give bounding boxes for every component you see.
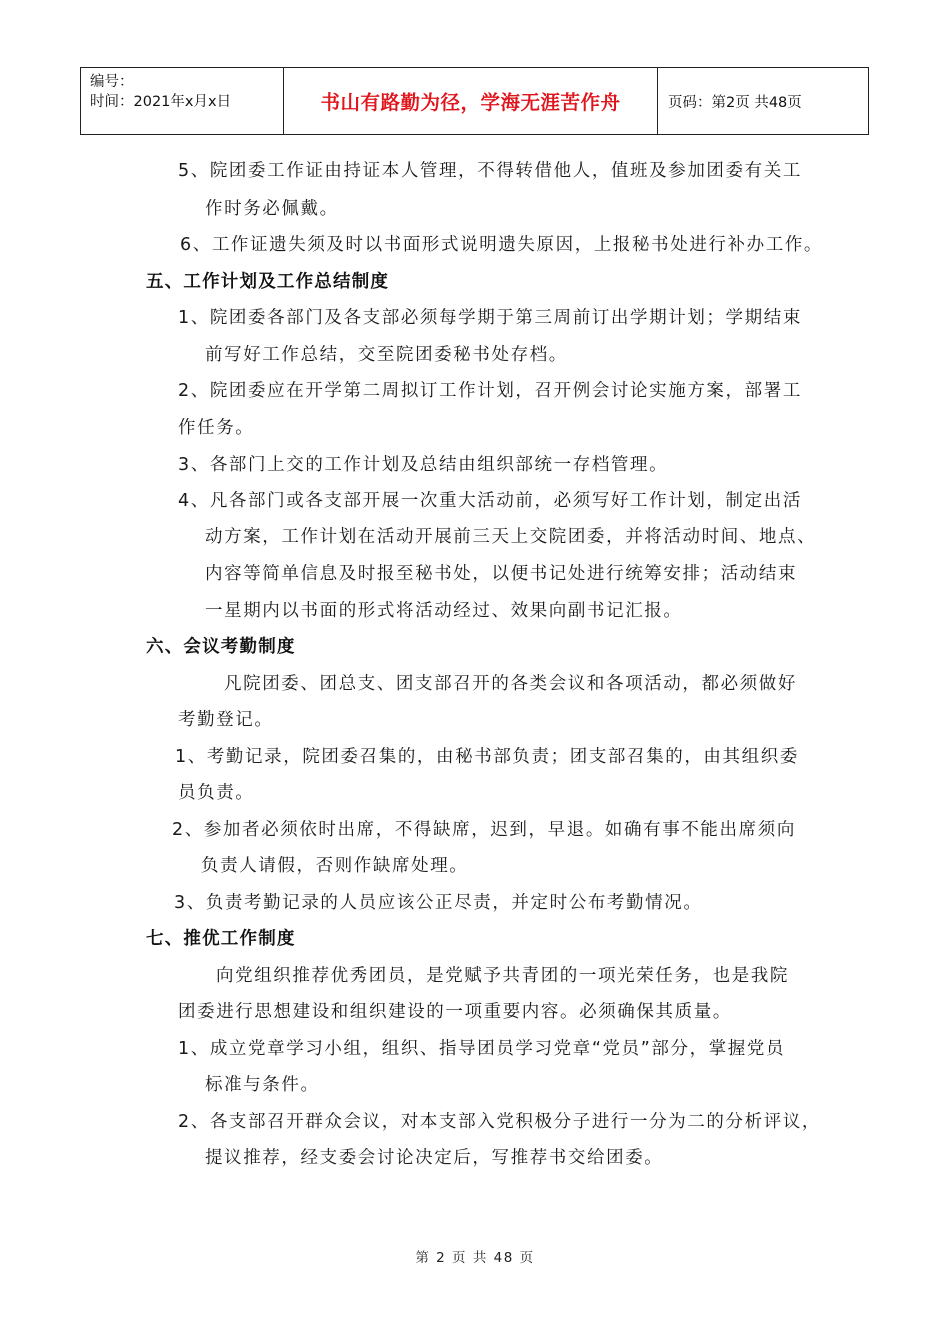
paragraph-line: 团委进行思想建设和组织建设的一项重要内容。必须确保其质量。 <box>178 1002 732 1022</box>
paragraph-line: 2、院团委应在开学第二周拟订工作计划，召开例会讨论实施方案，部署工 <box>178 381 802 401</box>
paragraph-line: 动方案，工作计划在活动开展前三天上交院团委，并将活动时间、地点、 <box>205 527 817 547</box>
paragraph-line: 1、成立党章学习小组，组织、指导团员学习党章“党员”部分，掌握党员 <box>178 1039 786 1059</box>
section-heading: 七、推优工作制度 <box>146 929 296 949</box>
paragraph-line: 1、考勤记录，院团委召集的，由秘书部负责；团支部召集的，由其组织委 <box>175 747 799 767</box>
paragraph-line: 作任务。 <box>178 418 255 438</box>
paragraph-line: 5、院团委工作证由持证本人管理，不得转借他人，值班及参加团委有关工 <box>178 161 802 181</box>
paragraph-line: 负责人请假，否则作缺席处理。 <box>201 856 469 876</box>
section-heading: 六、会议考勤制度 <box>146 637 296 657</box>
paragraph-line: 一星期内以书面的形式将活动经过、效果向副书记汇报。 <box>205 601 683 621</box>
page-info: 页码：第2页 共48页 <box>668 94 802 111</box>
paragraph-line: 4、凡各部门或各支部开展一次重大活动前，必须写好工作计划，制定出活 <box>178 491 802 511</box>
paragraph-line: 提议推荐，经支委会讨论决定后，写推荐书交给团委。 <box>205 1148 664 1168</box>
number-label: 编号： <box>90 74 134 90</box>
header-table <box>80 67 869 135</box>
paragraph-line: 3、各部门上交的工作计划及总结由组织部统一存档管理。 <box>178 455 669 475</box>
page-footer: 第 2 页 共 48 页 <box>415 1250 535 1266</box>
paragraph-line: 前写好工作总结，交至院团委秘书处存档。 <box>205 345 568 365</box>
paragraph-line: 2、参加者必须依时出席，不得缺席，迟到，早退。如确有事不能出席须向 <box>172 820 796 840</box>
paragraph-line: 作时务必佩戴。 <box>205 199 339 219</box>
paragraph-line: 向党组织推荐优秀团员，是党赋予共青团的一项光荣任务，也是我院 <box>216 966 789 986</box>
paragraph-line: 3、负责考勤记录的人员应该公正尽责，并定时公布考勤情况。 <box>174 893 703 913</box>
header-meta <box>81 68 284 134</box>
paragraph-line: 内容等简单信息及时报至秘书处，以便书记处进行统筹安排；活动结束 <box>205 564 798 584</box>
motto-text: 书山有路勤为径，学海无涯苦作舟 <box>320 91 621 114</box>
paragraph-line: 员负责。 <box>178 783 255 803</box>
header-page-info-cell <box>658 68 868 134</box>
section-heading: 五、工作计划及工作总结制度 <box>146 272 390 292</box>
paragraph-line: 6、工作证遗失须及时以书面形式说明遗失原因，上报秘书处进行补办工作。 <box>180 235 824 255</box>
header-motto-cell <box>284 68 658 134</box>
date-label: 时间：2021年x月x日 <box>90 94 232 110</box>
paragraph-line: 2、各支部召开群众会议，对本支部入党积极分子进行一分为二的分析评议， <box>178 1112 822 1132</box>
paragraph-line: 标准与条件。 <box>205 1075 320 1095</box>
paragraph-line: 凡院团委、团总支、团支部召开的各类会议和各项活动，都必须做好 <box>224 674 797 694</box>
paragraph-line: 1、院团委各部门及各支部必须每学期于第三周前订出学期计划；学期结束 <box>178 308 802 328</box>
paragraph-line: 考勤登记。 <box>178 710 274 730</box>
